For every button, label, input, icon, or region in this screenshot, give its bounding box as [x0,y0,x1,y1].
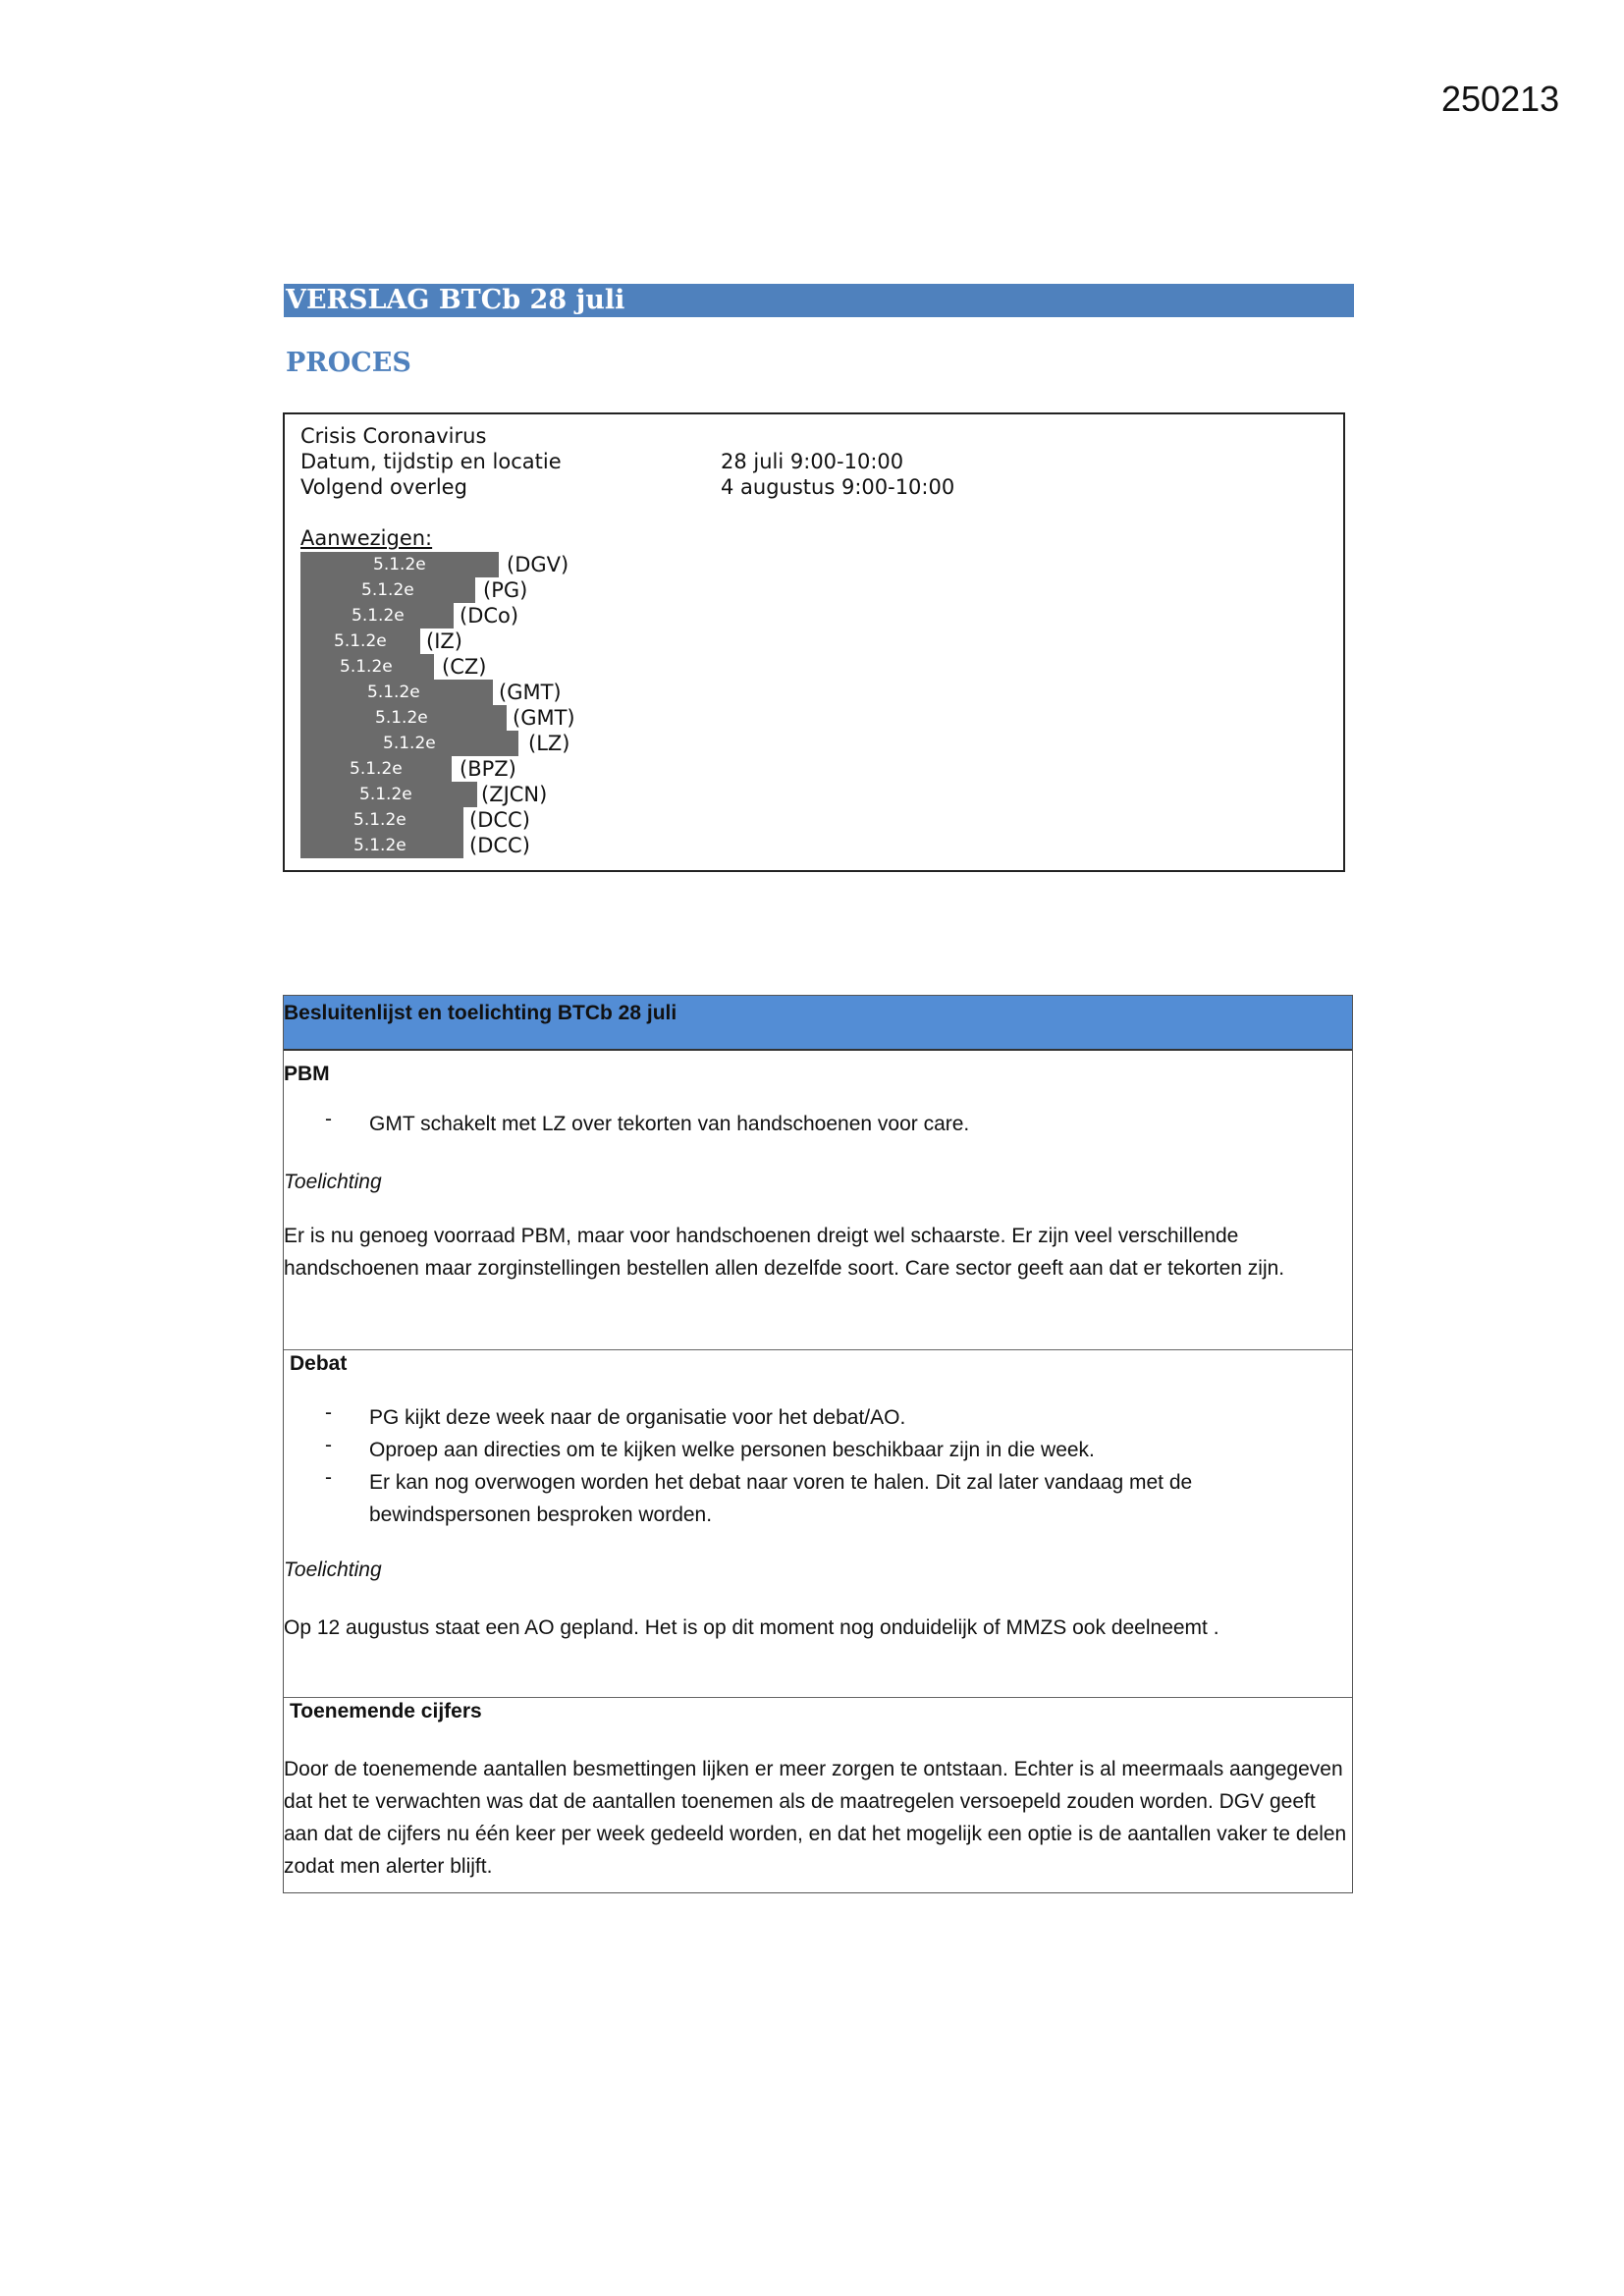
attendee-org: (DCC) [469,834,530,857]
section-toenemende-cijfers [284,1697,1352,1893]
redaction-block: 5.1.2e [300,654,434,680]
redaction-block: 5.1.2e [300,782,477,807]
attendee-org: (ZJCN) [481,783,548,806]
attendee-org: (DCC) [469,808,530,832]
section-paragraph: Op 12 augustus staat een AO gepland. Het is op dit moment nog onduidelijk of MMZS ook deelneemt . [284,1616,1219,1639]
redaction-block: 5.1.2e [300,756,452,782]
section-debat: Debat - PG kijkt deze week naar de organisatie voor het debat/AO. - Oproep aan directies om te kijken welke personen beschikbaar zijn in die week. - Er kan nog overwogen worden het debat naar voren te halen. Dit zal later vandaag met de bewindspersonen besproken worden. Toelichting Op 12 augustus staat een AO gepland. Het is op dit moment nog onduidelijk of MMZS ook deelneemt . [284,1349,1352,1698]
meeting-info-box [283,412,1345,872]
redaction-block: 5.1.2e [300,705,507,731]
attendee-org: (IZ) [426,629,462,653]
toelichting-label: Toelichting [284,1558,382,1581]
attendees-label: Aanwezigen: [300,526,433,550]
attendee-org: (LZ) [528,732,570,755]
section-heading: PROCES [286,348,411,378]
table-header: Besluitenlijst en toelichting BTCb 28 juli [284,996,1352,1051]
volgend-label: Volgend overleg [300,475,467,499]
attendee-org: (GMT) [499,681,562,704]
volgend-value: 4 augustus 9:00-10:00 [721,475,955,499]
section-paragraph: Er is nu genoeg voorraad PBM, maar voor handschoenen dreigt wel schaarste. Er zijn veel verschillende handschoenen maar zorginstellingen bestellen allen dezelfde soort. Care sector geeft aan dat er tekorten zijn. [284,1225,1285,1280]
section-title: Debat [290,1352,348,1375]
section-title: PBM [284,1063,330,1085]
section-pbm: PBM - GMT schakelt met LZ over tekorten van handschoenen voor care. Toelichting Er is nu genoeg voorraad PBM, maar voor handschoenen dreigt wel schaarste. Er zijn veel verschillende handschoenen maar zorginstellingen bestellen allen dezelfde soort. Care sector geeft aan dat er tekorten zijn. [284,1051,1352,1349]
attendee-org: (BPZ) [460,757,516,781]
attendee-org: (GMT) [513,706,575,730]
document-number: 250213 [1441,79,1560,119]
redaction-block: 5.1.2e [300,680,493,705]
report-title: VERSLAG BTCb 28 juli [284,284,1354,317]
decision-table [283,995,1353,1893]
redaction-block: 5.1.2e [300,577,475,603]
crisis-label: Crisis Coronavirus [300,424,487,448]
redaction-block: 5.1.2e [300,731,518,756]
redaction-block: 5.1.2e [300,833,463,858]
section-paragraph: Door de toenemende aantallen besmettingen lijken er meer zorgen te ontstaan. Echter is al meermaals aangegeven dat het te verwachten was dat de aantallen toenemen als de maatregelen versoepeld zouden worden. DGV geeft aan dat de cijfers nu één keer per week gedeeld worden, en dat het mogelijk een optie is de aantallen vaker te delen zodat men alerter blijft. [284,1758,1347,1878]
section-title: Toenemende cijfers [290,1700,482,1722]
attendee-org: (CZ) [442,655,487,679]
redaction-block: 5.1.2e [300,629,420,654]
redaction-block: 5.1.2e [300,603,454,629]
datum-label: Datum, tijdstip en locatie [300,450,562,473]
attendee-org: (DCo) [460,604,519,628]
toelichting-label: Toelichting [284,1171,382,1193]
redaction-block: 5.1.2e [300,552,499,577]
attendee-org: (DGV) [507,553,569,576]
redaction-block: 5.1.2e [300,807,463,833]
attendee-org: (PG) [483,578,528,602]
datum-value: 28 juli 9:00-10:00 [721,450,904,473]
